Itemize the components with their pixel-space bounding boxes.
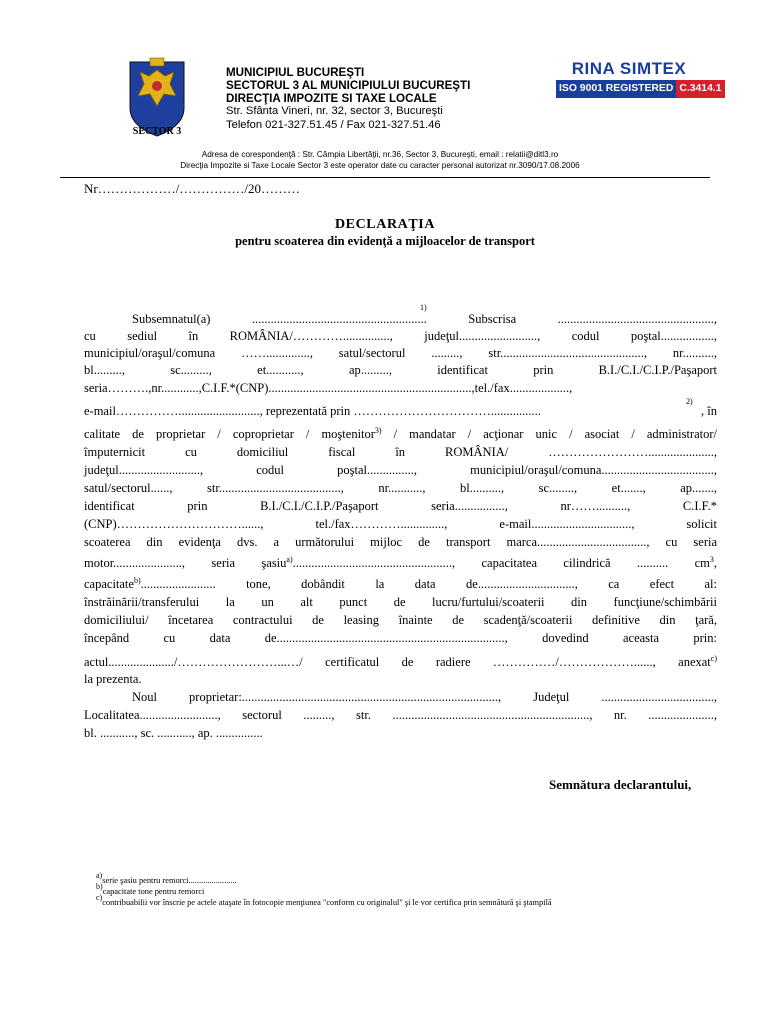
document-subtitle: pentru scoaterea din evidenţă a mijloacelor de transport: [235, 234, 535, 248]
footnote-c: [96, 893, 552, 907]
header-line-1: MUNICIPIUL BUCUREŞTI: [226, 66, 365, 79]
header-address: Str. Sfânta Vineri, nr. 32, sector 3, Bucureşti: [226, 105, 443, 117]
footnote-text: capacitate tone pentru remorci: [102, 887, 205, 896]
footnote-text: serie şasiu pentru remorci.......................: [102, 876, 237, 885]
footnote-ref-c: c): [710, 654, 717, 663]
declaration-line: cu sediul în ROMÂNIA/…………..............., judeţul........................., codul poştal.................,: [84, 329, 717, 343]
declaration-text: capacitate: [84, 577, 134, 591]
footnote-ref-1: 1): [420, 303, 427, 312]
footnote-a: [96, 871, 237, 885]
certification-code: C.3414.1: [676, 80, 724, 98]
cubic-unit-exponent: 3: [709, 555, 714, 564]
header-line-3: DIRECŢIA IMPOZITE SI TAXE LOCALE: [226, 92, 437, 105]
declaration-text: calitate de proprietar / coproprietar / moştenitor: [84, 427, 375, 441]
declaration-line: [84, 555, 717, 572]
certification-logo: [556, 59, 722, 98]
declaration-line: municipiul/oraşul/comuna …….............., satul/sectorul ........., str.............................................., nr..........,: [84, 346, 717, 360]
declaration-line: seria……….,nr............,C.I.F.*(CNP).................................................................,tel./fax...................,: [84, 381, 573, 395]
declaration-line: înstrăinării/transferului la un alt punct de lucru/furtului/scoaterii din funcţiune/schimbării: [84, 595, 717, 609]
institution-header: [226, 66, 556, 132]
declaration-line: [84, 403, 717, 420]
declaration-line: [84, 426, 717, 443]
footnote-text: contribuabilii vor înscrie pe actele ataşate în fotocopie menţiunea "conform cu originalul" şi le vor certifica prin semnătură şi ştampilă: [102, 898, 552, 907]
declaration-line: judeţul.........................., codul poştal..............., municipiul/oraşul/comuna....................................,: [84, 463, 717, 477]
declaration-line: (CNP)…………………………......, tel./fax………….............., e-mail................................, solicit: [84, 517, 717, 531]
footnote-ref-2: 2): [686, 397, 693, 406]
declaration-line: scoaterea din evidenţa dvs. a următorului mijloc de transport marca..................................., cu seria: [84, 535, 717, 549]
signature-label: Semnătura declarantului,: [549, 777, 692, 792]
declaration-text: actul...................../……………………...…/ certificatul de radiere ……………/………………......, anexat: [84, 655, 711, 669]
declaration-text: e-mail…………….........................., reprezentată prin ……………………………................: [84, 404, 541, 418]
registration-number: Nr………………/……………/20………: [84, 181, 300, 196]
declaration-text: , în: [701, 404, 717, 418]
declaration-line: domiciliului/ încetarea contractului de leasing înainte de scadenţă/scoaterii definitive din ţară,: [84, 613, 717, 627]
footnote-mark: c): [96, 893, 103, 902]
declaration-line: la prezenta.: [84, 672, 142, 686]
declaration-line: începând cu data de........................................................................., dovedind aceasta prin:: [84, 631, 717, 645]
correspondence-line-1: Adresa de corespondenţă : Str. Câmpia Libertăţii, nr.36, Sector 3, Bucureşti, email : relatii@ditl3.ro: [201, 150, 559, 159]
footnote-ref-b: b): [133, 576, 141, 585]
declaration-line: [84, 654, 717, 671]
footnote-mark: b): [96, 882, 103, 891]
document-title: DECLARAŢIA: [334, 217, 436, 232]
declaration-line: identificat prin B.I./C.I./C.I.P./Paşaport seria................, nr…….........., C.I.F.*: [84, 499, 717, 513]
certification-iso: ISO 9001 REGISTERED: [556, 80, 676, 98]
declaration-text: ..................................................., capacitatea cilindrică .......... cm: [292, 556, 710, 570]
correspondence-info: [60, 149, 700, 171]
declaration-line: Subsemnatul(a) ........................................................ Subscrisa ..................................................,: [132, 312, 717, 326]
declaration-line: bl........., sc........., et..........., ap........., identificat prin B.I./C.I./C.I.P./Paşaport: [84, 363, 717, 377]
declaration-line: [84, 576, 717, 593]
new-owner-line: Localitatea........................., sectorul ........., str. ..............................................................., nr. .....................,: [84, 708, 717, 722]
footnote-ref-a: a): [286, 555, 293, 564]
header-divider: [60, 177, 710, 178]
header-line-2: SECTORUL 3 AL MUNICIPIULUI BUCUREŞTI: [226, 79, 471, 92]
declaration-text: ........................ tone, dobândit la data de..............................., ca efect al:: [140, 577, 717, 591]
footnote-ref-3: 3): [374, 426, 382, 435]
certification-brand: RINA SIMTEX: [571, 59, 687, 78]
declaration-line: satul/sectorul......, str......................................., nr..........., bl.........., sc........, et......., ap.......,: [84, 481, 717, 495]
sector-3-crest-icon: [122, 56, 192, 142]
declaration-text: / mandatar / acţionar unic / asociat / administrator/: [381, 427, 717, 441]
header-phone: Telefon 021-327.51.45 / Fax 021-327.51.46: [226, 118, 441, 131]
footnote-b: [96, 882, 205, 896]
correspondence-line-2: Direcţia Impozite si Taxe Locale Sector 3 este operator date cu caracter personal autorizat nr.3090/17.08.2006: [180, 161, 580, 170]
new-owner-line: bl. ..........., sc. ..........., ap. ...............: [84, 726, 263, 740]
declaration-line: împuternicit cu domiciliul fiscal în ROMÂNIA/ …………………….....................,: [84, 445, 717, 459]
footnote-mark: a): [96, 871, 103, 880]
new-owner-line: Noul proprietar:.................................................................................., Judeţul ....................................,: [132, 690, 717, 704]
declaration-text: motor......................, seria şasiu: [84, 556, 287, 570]
crest-label: SECTOR 3: [132, 126, 182, 137]
declaration-text: ,: [713, 556, 717, 570]
